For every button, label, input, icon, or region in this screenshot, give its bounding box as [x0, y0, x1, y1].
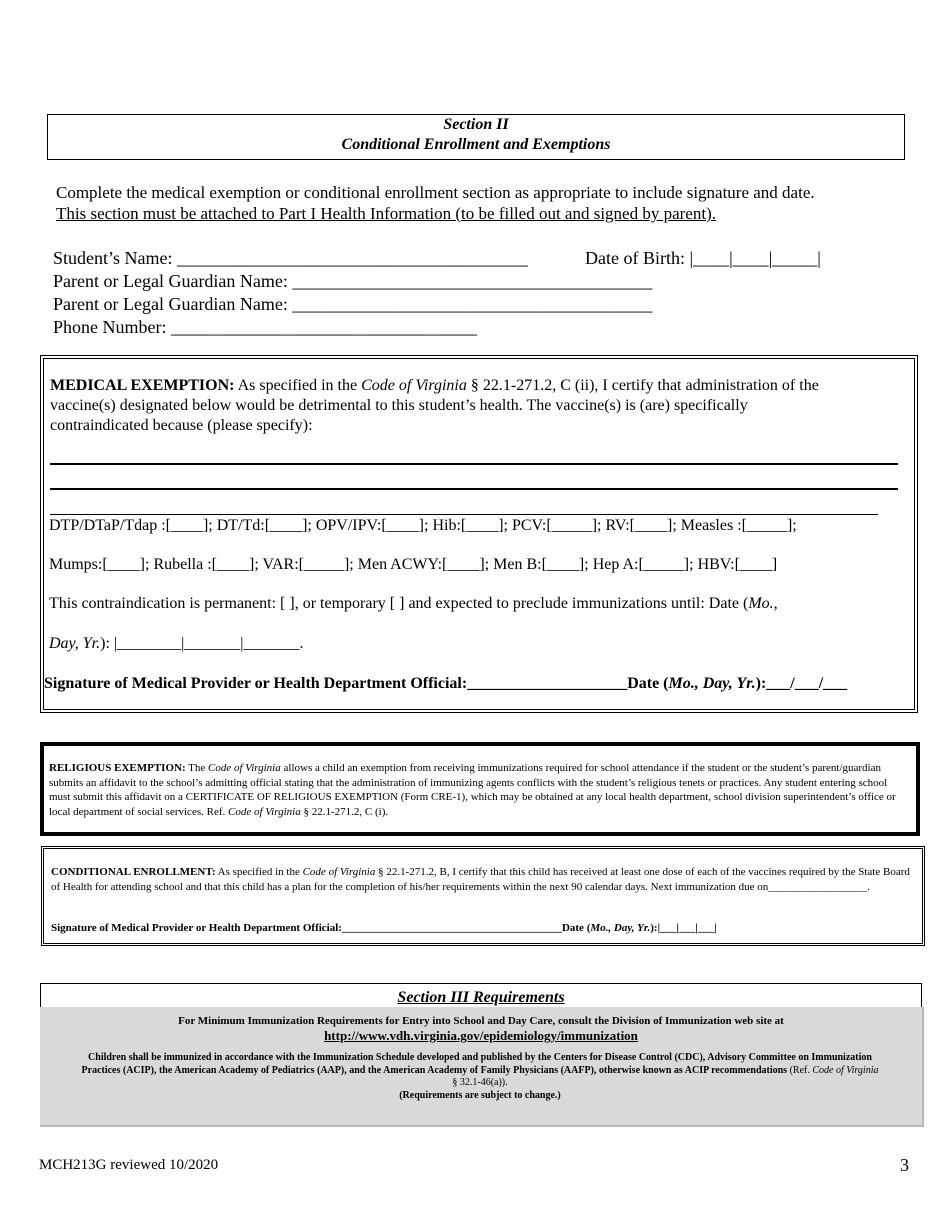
medical-exemption-heading: MEDICAL EXEMPTION:: [50, 377, 235, 394]
section-2-title: Section II: [443, 116, 509, 133]
requirements-change-note: (Requirements are subject to change.): [399, 1089, 561, 1101]
intro-instructions: [56, 182, 916, 224]
date-of-birth-field[interactable]: Date of Birth: |____|____|_____|: [585, 248, 821, 268]
permanent-temporary-row[interactable]: This contraindication is permanent: [ ], or temporary [ ] and expected to preclude immunizations until: Date (Mo.,: [49, 595, 778, 612]
contraindication-line-1[interactable]: [50, 463, 898, 465]
conditional-enrollment-heading: CONDITIONAL ENROLLMENT:: [51, 866, 216, 878]
medical-signature-label: Signature of Medical Provider or Health Department Official:: [44, 675, 468, 692]
conditional-signature-label: Signature of Medical Provider or Health Department Official:: [51, 922, 342, 934]
section-3-schedule-text: Children shall be immunized in accordance with the Immunization Schedule developed and published by the Centers for Disease Control (CDC), Advisory Committee on Immunization Practices (ACIP), the American Academy of Pediatrics (AAP), and the American Academy of Family Physicians (AAFP), otherwise known as ACIP recommendations (Ref. Code of Virginia § 32.1-46(a)). (Requirements are subject to change.): [81, 1052, 879, 1101]
conditional-signature-row[interactable]: Signature of Medical Provider or Health Department Official:________________________________________Date (Mo., Day, Yr.):|___|___|___|: [51, 922, 717, 934]
conditional-enrollment-text: CONDITIONAL ENROLLMENT: As specified in the Code of Virginia § 22.1-271.2, B, I certify that this child has received at least one dose of each of the vaccines required by the State Board of Health for attending school and that this child has a plan for the completion of his/her requirements within the next 90 calendar days. Next immunization due on__________________.: [51, 866, 910, 893]
religious-exemption-text: RELIGIOUS EXEMPTION: The Code of Virginia allows a child an exemption from receiving immunizations required for school attendance if the student or the student’s parent/guardian submits an affidavit to the school’s admitting official stating that the administration of immunizing agents conflicts with the student’s religious tenets or practices. Any student entering school must submit this affidavit on a CERTIFICATE OF RELIGIOUS EXEMPTION (Form CRE-1), which may be obtained at any local health department, school division superintendent’s office or local department of social services. Ref. Code of Virginia § 22.1-271.2, C (i).: [49, 762, 896, 818]
medical-signature-row[interactable]: Signature of Medical Provider or Health Department Official:____________________Date (Mo., Day, Yr.):___/___/___: [44, 675, 848, 692]
vaccine-row-2[interactable]: Mumps:[____]; Rubella :[____]; VAR:[_____]; Men ACWY:[____]; Men B:[____]; Hep A:[_____]; HBV:[____]: [49, 556, 778, 573]
phone-number-field[interactable]: Phone Number: __________________________________: [53, 317, 477, 337]
until-date-row[interactable]: Day, Yr.): |________|_______|_______.: [49, 635, 304, 652]
immunization-website-link[interactable]: http://www.vdh.virginia.gov/epidemiology/immunization: [324, 1028, 638, 1043]
page-number: 3: [900, 1155, 909, 1175]
section-3-title: Section III Requirements: [397, 989, 565, 1006]
contraindication-line-3[interactable]: [50, 514, 878, 515]
guardian-name-field-2[interactable]: Parent or Legal Guardian Name: ________________________________________: [53, 294, 653, 314]
student-info-fields: [53, 247, 913, 339]
religious-exemption-heading: RELIGIOUS EXEMPTION:: [49, 762, 186, 774]
student-name-field[interactable]: Student’s Name: _______________________________________: [53, 248, 528, 268]
section-2-subtitle: Conditional Enrollment and Exemptions: [341, 136, 611, 153]
guardian-name-field-1[interactable]: Parent or Legal Guardian Name: ________________________________________: [53, 271, 653, 291]
next-immunization-due-field[interactable]: __________________.: [768, 880, 871, 893]
section-2-header: [47, 114, 905, 160]
medical-exemption-text: MEDICAL EXEMPTION: As specified in the Code of Virginia § 22.1-271.2, C (ii), I certify that administration of the vaccine(s) designated below would be detrimental to this student’s health. The vaccine(s) is (are) specifically contraindicated because (please specify):: [50, 377, 819, 434]
vaccine-row-1[interactable]: DTP/DTaP/Tdap :[____]; DT/Td:[____]; OPV/IPV:[____]; Hib:[____]; PCV:[_____]; RV:[____]; Measles :[_____];: [49, 517, 797, 534]
contraindication-line-2[interactable]: [50, 488, 898, 490]
intro-line-2: This section must be attached to Part I Health Information (to be filled out and signed by parent).: [56, 204, 716, 223]
form-revision-footer: MCH213G reviewed 10/2020: [39, 1157, 219, 1173]
section-3-consult-text: For Minimum Immunization Requirements for Entry into School and Day Care, consult the Division of Immunization web site at: [178, 1015, 784, 1027]
intro-line-1: Complete the medical exemption or conditional enrollment section as appropriate to include signature and date.: [56, 183, 815, 202]
